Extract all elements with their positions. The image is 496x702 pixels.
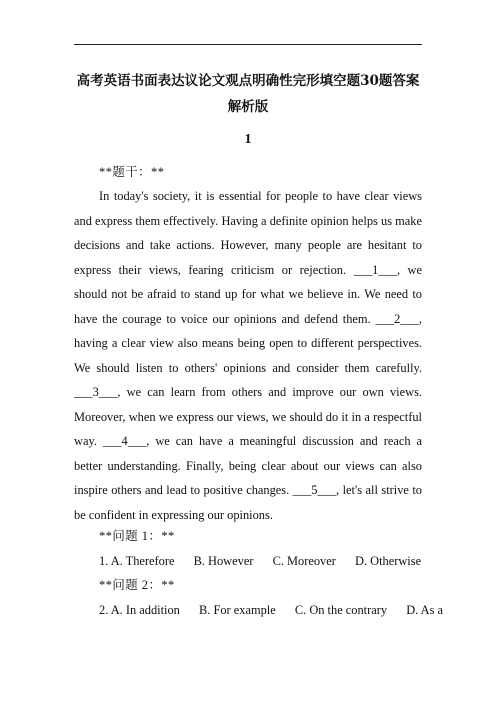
- option-d: D. As a: [406, 603, 444, 617]
- stem-label-text: **题干：**: [99, 165, 165, 179]
- question-1-label-text: **问题 1：**: [99, 529, 175, 543]
- option-c: C. Moreover: [272, 554, 336, 568]
- option-b: B. However: [193, 554, 254, 568]
- document-title: [74, 68, 422, 120]
- question-1-options: [99, 549, 421, 574]
- header-rule: [74, 44, 422, 45]
- option-a: 1. A. Therefore: [99, 554, 175, 568]
- option-c: C. On the contrary: [294, 603, 388, 617]
- passage-paragraph: In today's society, it is essential for people to have clear views and express them effectively. Having a definite opinion helps us make decisions and take actions. However, many people are hesitant to express their views, fearing criticism or rejection. ___1___, we should not be afraid to stand up for what we believe in. We need to have the courage to voice our opinions and defend them. ___2___, having a clear view also means being open to different perspectives. We should listen to others' opinions and consider them carefully. ___3___, we can learn from others and improve our own views. Moreover, when we express our views, we should do it in a respectful way. ___4___, we can have a meaningful discussion and reach a better understanding. Finally, being clear about our views can also inspire others and lead to positive changes. ___5___, let's all strive to be confident in expressing our opinions.: [74, 189, 422, 522]
- title-line-1: 高考英语书面表达议论文观点明确性完形填空题30题答案: [76, 73, 420, 89]
- option-a: 2. A. In addition: [99, 603, 180, 617]
- option-d: D. Otherwise: [355, 554, 422, 568]
- question-2-options: [99, 598, 443, 623]
- title-line-2: 解析版: [227, 99, 269, 115]
- question-2-label: [74, 573, 422, 598]
- question-2-label-text: **问题 2：**: [99, 578, 175, 592]
- question-1-label: [74, 524, 422, 549]
- stem-label: [74, 160, 422, 185]
- question-number: 1: [244, 132, 252, 147]
- option-b: B. For example: [199, 603, 276, 617]
